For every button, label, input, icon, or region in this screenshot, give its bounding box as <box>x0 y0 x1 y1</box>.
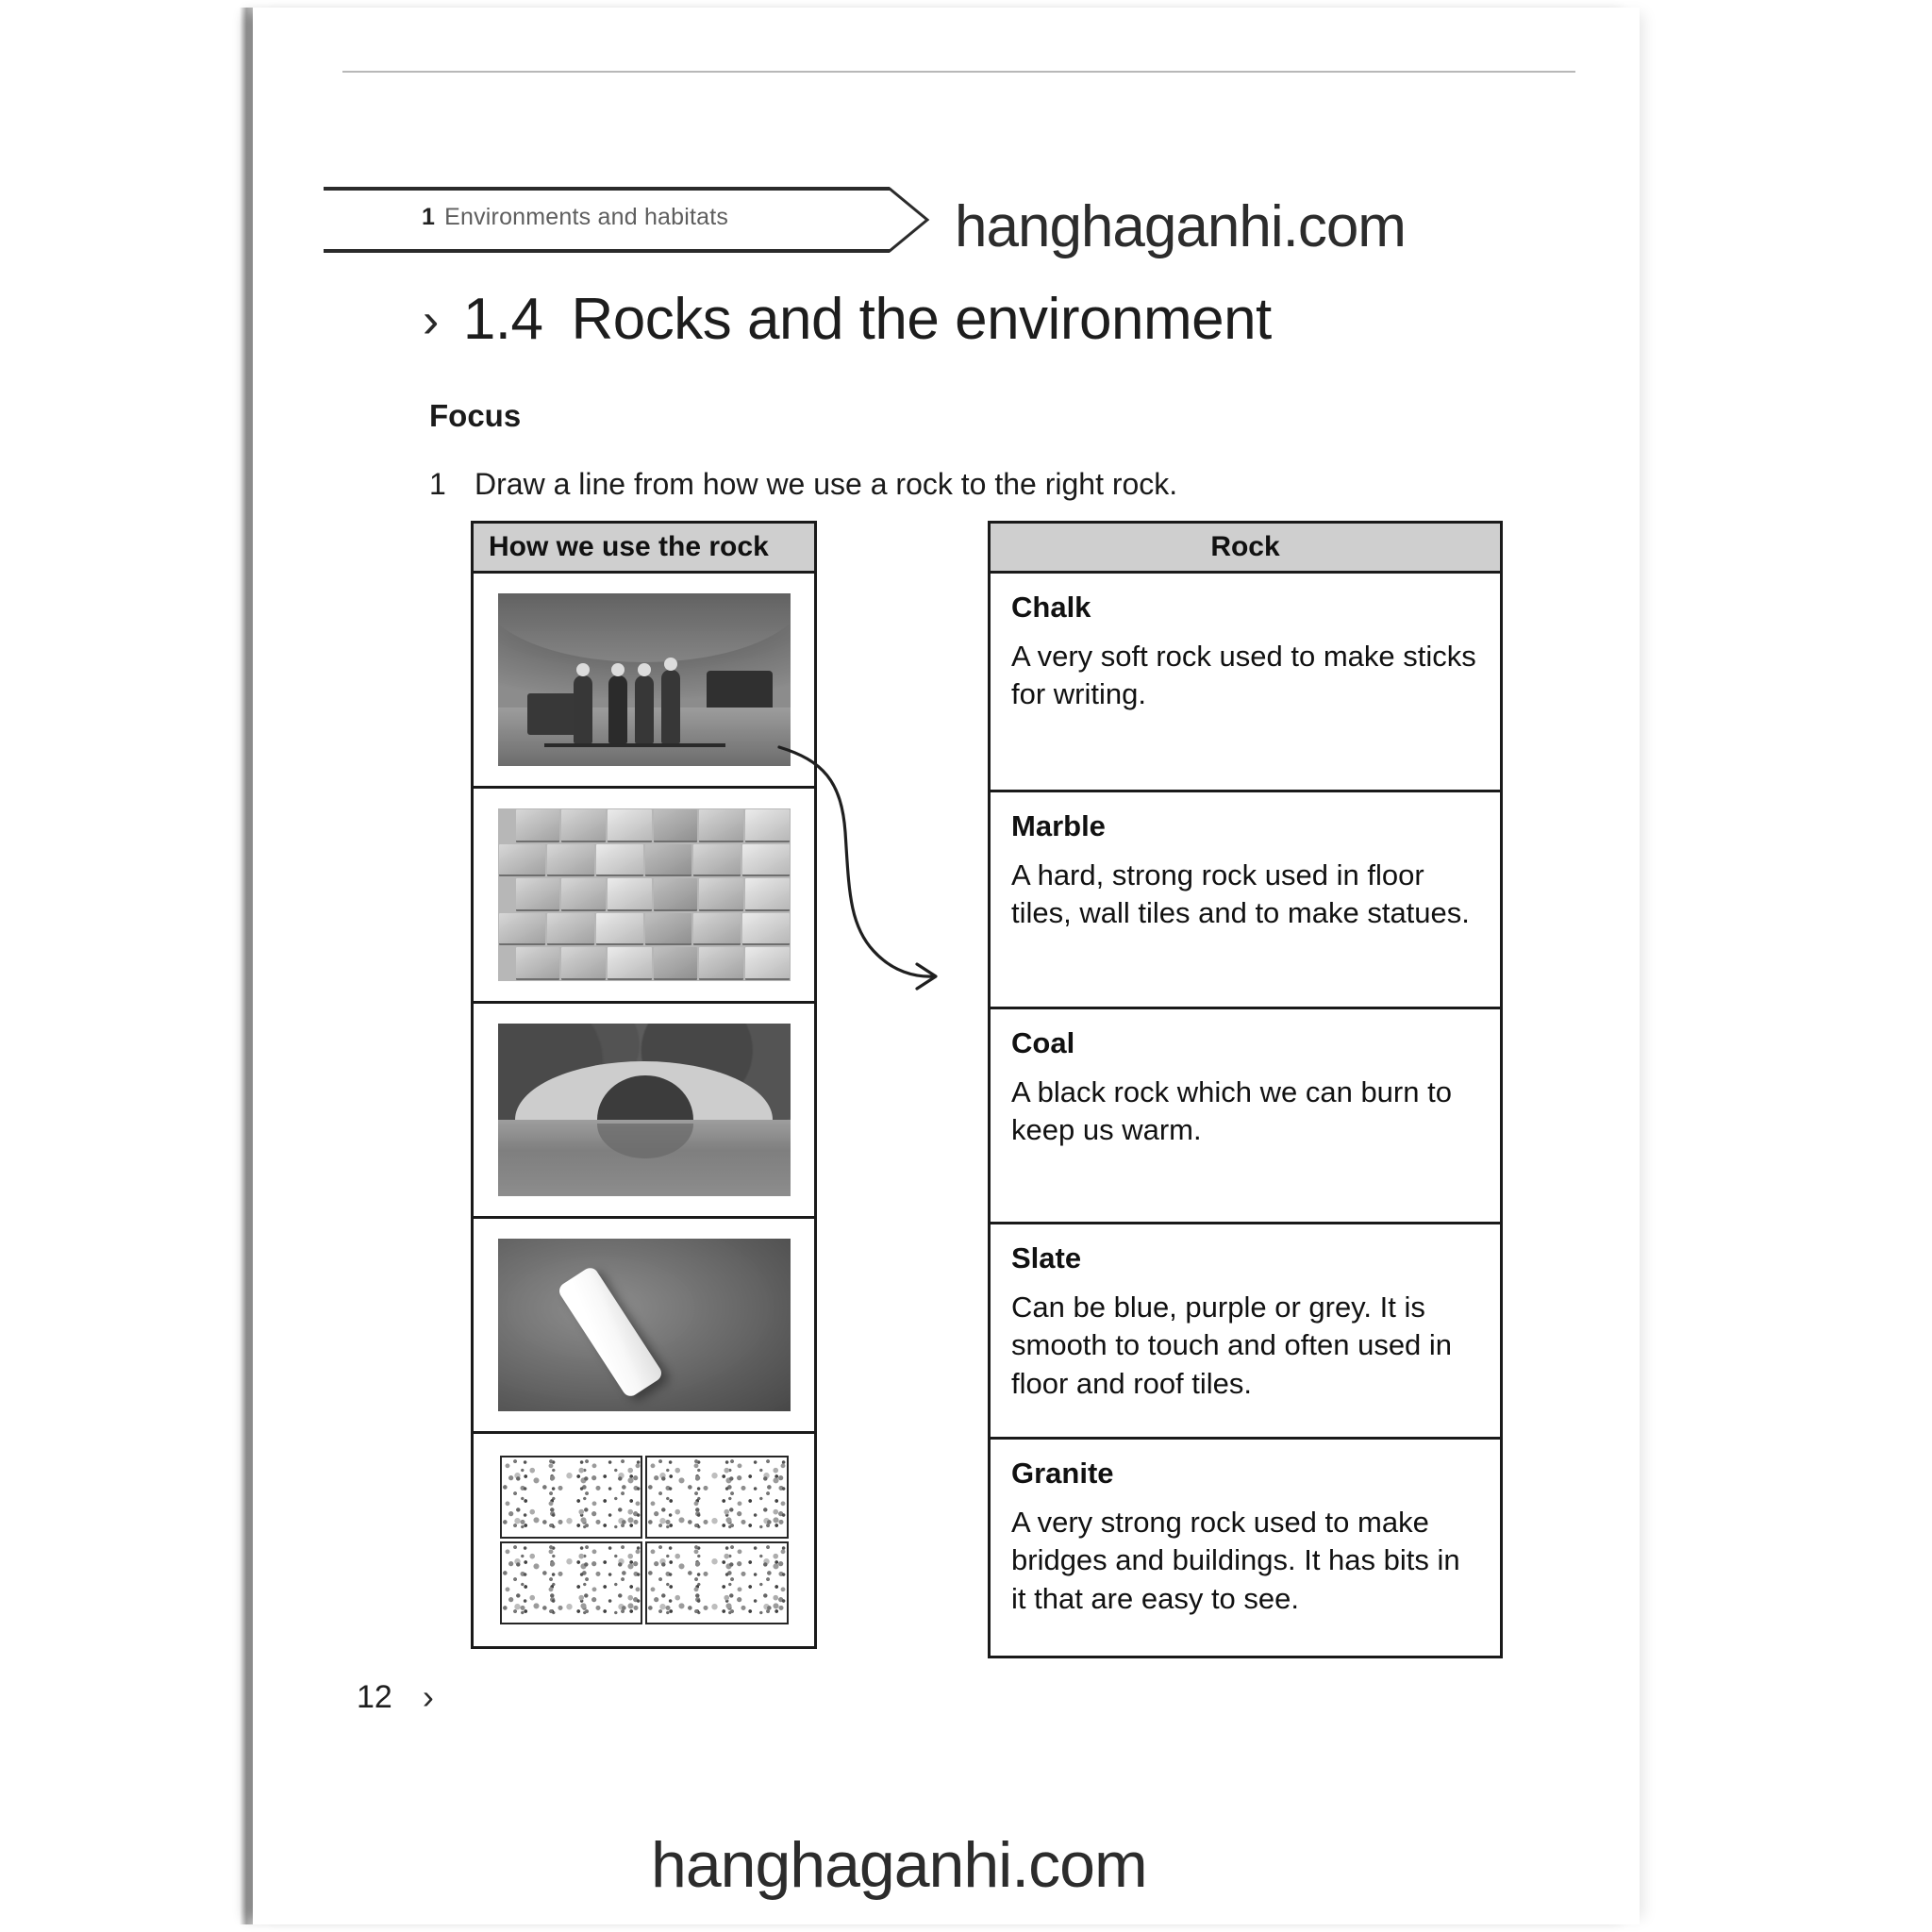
rock-column-header: Rock <box>988 521 1503 574</box>
table-row[interactable] <box>988 574 1503 792</box>
chapter-number: 1 <box>422 204 436 230</box>
rock-description: Can be blue, purple or grey. It is smooth to touch and often used in floor and roof tiles. <box>1011 1291 1453 1400</box>
chevron-right-icon: › <box>422 1677 434 1716</box>
chapter-banner <box>324 185 949 255</box>
slate-roof-photo <box>498 808 791 981</box>
chalk-stick-photo <box>498 1239 791 1411</box>
page-footer <box>357 1677 434 1717</box>
focus-heading: Focus <box>429 398 522 433</box>
rock-description: A black rock which we can burn to keep us warm. <box>1011 1075 1452 1147</box>
page-number: 12 <box>357 1678 392 1715</box>
section-number: 1.4 <box>462 287 543 352</box>
use-image-cell-stone-bridge[interactable] <box>471 1004 817 1219</box>
question-number: 1 <box>429 467 446 501</box>
watermark-bottom: hanghaganhi.com <box>651 1829 1147 1901</box>
rock-description: A hard, strong rock used in floor tiles, wall tiles and to make statues. <box>1011 858 1470 930</box>
question-text: Draw a line from how we use a rock to the right rock. <box>475 467 1178 501</box>
chevron-right-icon: › <box>423 293 439 348</box>
rock-name: Granite <box>1011 1457 1114 1490</box>
use-image-cell-granite-tiles[interactable] <box>471 1434 817 1649</box>
rock-name: Chalk <box>1011 591 1091 624</box>
granite-tiles-photo <box>498 1454 791 1626</box>
use-image-cell-chalk-stick[interactable] <box>471 1219 817 1434</box>
top-rule-divider <box>342 71 1575 73</box>
use-image-cell-slate-roof[interactable] <box>471 789 817 1004</box>
rock-description: A very strong rock used to make bridges and buildings. It has bits in it that are easy to see. <box>1011 1506 1460 1615</box>
page-title <box>423 286 1272 353</box>
rock-name: Coal <box>1011 1026 1075 1059</box>
chapter-label <box>422 204 728 231</box>
table-row[interactable] <box>988 792 1503 1009</box>
rock-column <box>988 521 1503 1658</box>
watermark-top: hanghaganhi.com <box>955 194 1406 259</box>
stone-bridge-photo <box>498 1024 791 1196</box>
section-title: Rocks and the environment <box>571 287 1272 352</box>
table-row[interactable] <box>988 1224 1503 1440</box>
uses-column <box>471 521 817 1649</box>
uses-column-header: How we use the rock <box>471 521 817 574</box>
table-row[interactable] <box>988 1009 1503 1224</box>
table-row[interactable] <box>988 1440 1503 1658</box>
question-1 <box>429 467 1177 502</box>
rock-description: A very soft rock used to make sticks for writing. <box>1011 640 1476 711</box>
rock-name: Slate <box>1011 1241 1082 1274</box>
chapter-title: Environments and habitats <box>444 204 729 230</box>
rock-name: Marble <box>1011 809 1106 842</box>
use-image-cell-coal-mine[interactable] <box>471 574 817 789</box>
coal-mine-photo <box>498 593 791 766</box>
